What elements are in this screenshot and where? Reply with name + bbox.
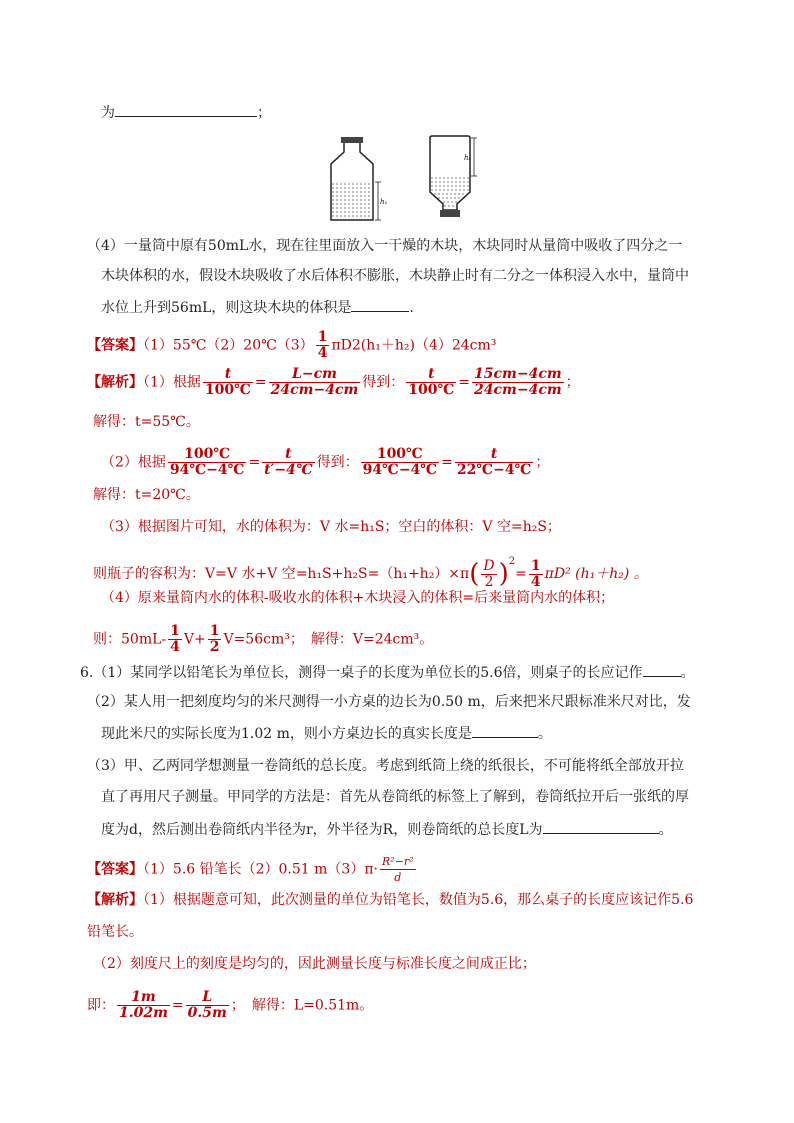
answer-blank <box>543 819 659 834</box>
analysis-6-line-2: 铅笔长。 <box>87 924 143 940</box>
answer-tag: 【答案】 <box>87 337 143 354</box>
answer-blank <box>643 662 681 677</box>
q6-line-5: 直了再用尺子测量。甲同学的方法是：首先从卷筒纸的标签上了解到，卷筒纸拉开后一张纸的厚 <box>101 789 689 805</box>
analysis-5-line-6: 则瓶子的容积为：V=V 水+V 空=h₁S+h₂S=（h₁+h₂）×π( $\frac{D}{2}$ )$^2$= $\frac{1}{4}$ πD² (h₁＋h₂) 。 <box>93 556 648 590</box>
analysis-6-line-1: 【解析】（1）根据题意可知，此次测量的单位为铅笔长，数值为5.6，那么桌子的长度应该记作5.6 <box>87 892 694 908</box>
answer-5: 【答案】（1）55℃（2）20℃（3） $\frac{1}{4}$ πD2(h₁＋h₂)（4）24cm³ <box>87 329 497 361</box>
analysis-5-line-3: （2）根据 $\frac{100℃}{94℃-4℃}$ = $\frac{t}{t'-4℃}$ 得到： $\frac{100℃}{94℃-4℃}$ = $\frac{t}{22℃-4℃}$ ； <box>101 446 550 478</box>
analysis-6-line-3: （2）刻度尺上的刻度是均匀的，因此测量长度与标准长度之间成正比； <box>93 956 536 972</box>
q6-line-2: （2）某人用一把刻度均匀的米尺测得一小方桌的边长为0.50 m，后来把米尺跟标准米尺对比，发 <box>87 694 691 710</box>
answer-6: 【答案】（1）5.6 铅笔长（2）0.51 m（3）π· $\frac{\text{R²−r²}}{d}$ <box>87 855 414 884</box>
answer-blank <box>351 297 409 312</box>
analysis-5-line-2: 解得：t=55℃。 <box>93 414 200 430</box>
inverted-bottle <box>430 136 477 217</box>
q6-line-4: （3）甲、乙两同学想测量一卷筒纸的总长度。考虑到纸筒上绕的纸很长，不可能将纸全部放开拉 <box>87 758 684 774</box>
q4-line-3: 水位上升到56mL，则这块木块的体积是 . <box>101 297 414 318</box>
q6-line-6: 度为d，然后测出卷筒纸内半径为r，外半径为R，则卷筒纸的总长度L为 。 <box>101 819 673 840</box>
upright-bottle <box>331 137 388 220</box>
q4-line-2: 木块体积的水，假设木块吸收了水后体积不膨胀，木块静止时有二分之一体积浸入水中，量筒中 <box>101 268 689 284</box>
analysis-6-line-4: 即： $\frac{1m}{1.02m}$ = $\frac{L}{0.5m}$ ； 解得：L=0.51m。 <box>87 989 374 1021</box>
analysis-tag: 【解析】 <box>87 374 143 391</box>
analysis-5-line-5: （3）根据图片可知，水的体积为：V 水=h₁S；空白的体积：V 空=h₂S； <box>101 519 561 535</box>
answer-tag: 【答案】 <box>87 861 143 878</box>
analysis-5-line-8: 则：50mL- $\frac{1}{4}$ V+ $\frac{1}{2}$ V=56cm³； 解得：V=24cm³。 <box>93 623 434 655</box>
answer-blank <box>115 102 257 117</box>
answer-blank <box>472 723 538 738</box>
analysis-5-line-7: （4）原来量筒内水的体积-吸收水的体积+木块浸入的体积=后来量筒内水的体积； <box>101 590 615 606</box>
analysis-5-line-1: 【解析】（1）根据 $\frac{t}{100℃}$ = $\frac{L-cm}{24cm-4cm}$ 得到： $\frac{t}{100℃}$ = $\frac{15cm-4cm}{24cm-4cm}$ ； <box>87 366 580 398</box>
q6-line-3: 现此米尺的实际长度为1.02 m，则小方桌边长的真实长度是 。 <box>101 723 552 744</box>
q4-line-1: （4）一量筒中原有50mL水，现在往里面放入一干燥的木块，木块同时从量筒中吸收了四分之一 <box>87 238 683 254</box>
analysis-5-line-4: 解得：t=20℃。 <box>93 487 200 503</box>
q6-line-1: 6.（1）某同学以铅笔长为单位长，测得一桌子的长度为单位长的5.6倍，则桌子的长应记作 。 <box>80 662 695 683</box>
analysis-tag: 【解析】 <box>87 892 143 908</box>
svg-text:h₁: h₁ <box>380 198 388 206</box>
top-fill-line: 为 ； <box>101 102 271 123</box>
svg-text:h₂: h₂ <box>464 154 472 162</box>
bottle-figure <box>326 134 478 224</box>
